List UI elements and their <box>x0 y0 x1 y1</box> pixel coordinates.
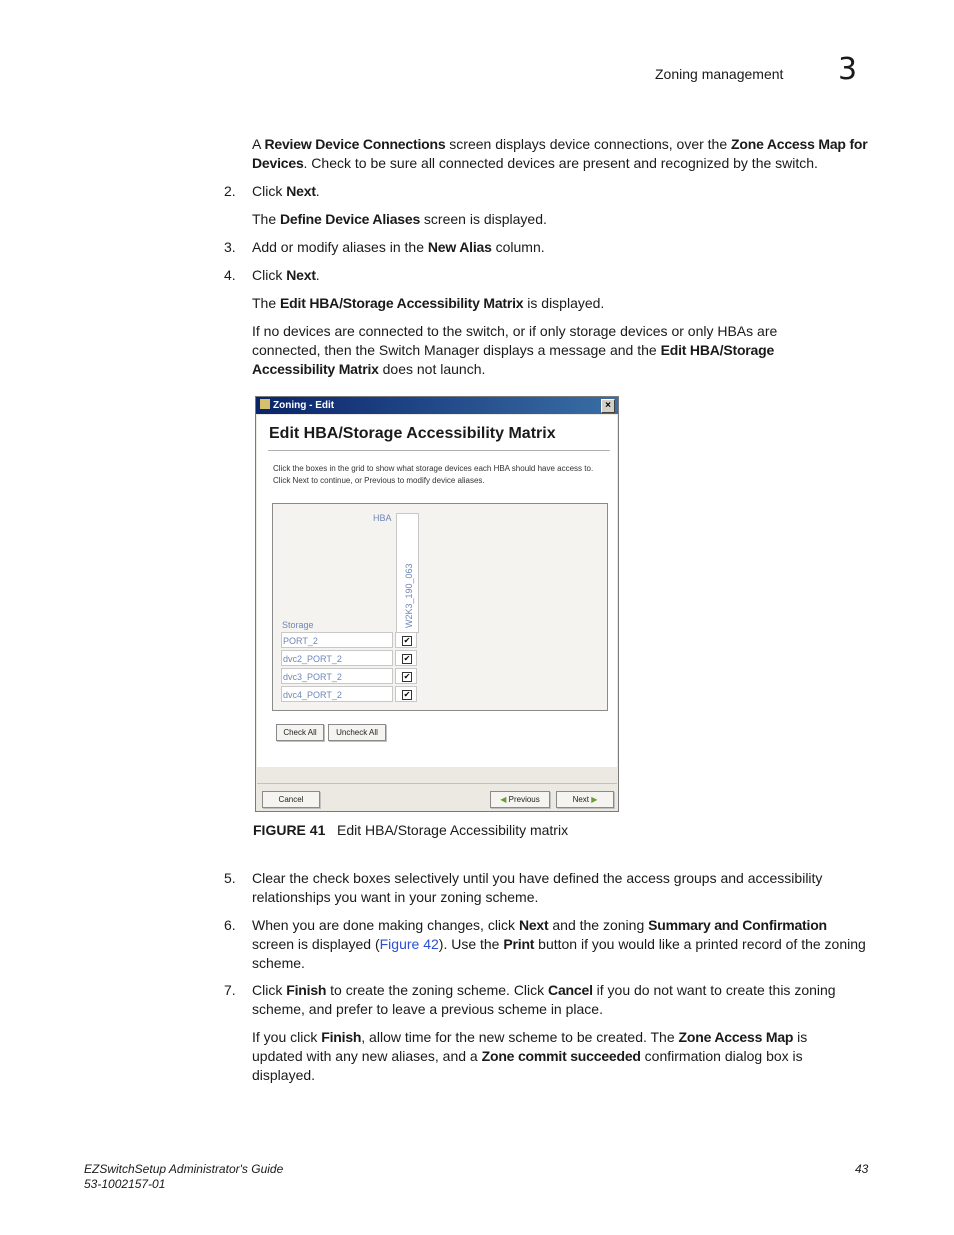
table-row <box>281 632 419 649</box>
dialog-heading: Edit HBA/Storage Accessibility Matrix <box>269 425 556 442</box>
step-2-number: 2. <box>224 183 236 199</box>
step-2-text: Click Next. <box>252 183 320 199</box>
footer-divider <box>257 783 617 784</box>
storage-name: dvc2_PORT_2 <box>281 650 393 666</box>
hba-label: HBA <box>373 513 392 523</box>
step-7-text: Click Finish to create the zoning scheme. Click Cancel if you do not want to create this zoning scheme, and prefer to leave a previous scheme in place. <box>252 982 836 1017</box>
step-2-result: The Define Device Aliases screen is displayed. <box>252 211 547 227</box>
document-number: 53-1002157-01 <box>84 1177 166 1191</box>
storage-name: dvc3_PORT_2 <box>281 668 393 684</box>
matrix-cell <box>395 686 417 702</box>
access-checkbox[interactable]: ✔ <box>403 636 411 645</box>
step-4-result: The Edit HBA/Storage Accessibility Matrix is displayed. <box>252 295 605 311</box>
previous-button[interactable] <box>490 791 550 808</box>
hba-name: W2K3_190_063 <box>403 563 414 628</box>
figure-42-link[interactable]: Figure 42 <box>379 936 439 952</box>
dialog-instructions: Click the boxes in the grid to show what storage devices each HBA should have access to. Click Next to continue, or Previous to modify device aliases. <box>273 464 594 485</box>
storage-name: PORT_2 <box>281 632 393 648</box>
dialog-content <box>257 415 617 767</box>
step-6-number: 6. <box>224 917 236 933</box>
accessibility-grid <box>272 503 608 711</box>
table-row <box>281 686 419 703</box>
next-label: Next <box>572 795 590 804</box>
check-all-button[interactable]: Check All <box>276 724 324 741</box>
matrix-cell <box>395 632 417 648</box>
step-3-text: Add or modify aliases in the New Alias column. <box>252 239 545 255</box>
step-5-text: Clear the check boxes selectively until you have defined the access groups and accessibility relationships you want in your zoning scheme. <box>252 870 823 905</box>
access-checkbox[interactable]: ✔ <box>403 690 411 699</box>
next-button[interactable] <box>556 791 614 808</box>
uncheck-all-button[interactable]: Uncheck All <box>328 724 386 741</box>
running-header: Zoning management <box>655 66 784 82</box>
table-row <box>281 668 419 685</box>
access-checkbox[interactable]: ✔ <box>403 654 411 663</box>
guide-title: EZSwitchSetup Administrator's Guide <box>84 1162 284 1176</box>
figure-label: FIGURE 41 <box>253 822 326 838</box>
arrow-right-icon: ▶ <box>591 795 598 804</box>
hba-column-header <box>396 513 419 633</box>
storage-name: dvc4_PORT_2 <box>281 686 393 702</box>
app-icon <box>260 399 270 409</box>
footer-left <box>84 1162 283 1192</box>
intro-paragraph: A Review Device Connections screen displays device connections, over the Zone Access Map for Devices. Check to be sure all connected devices are present and recognized by the switch. <box>252 136 868 171</box>
zoning-edit-dialog <box>255 396 619 812</box>
close-icon[interactable]: × <box>601 399 615 413</box>
step-7-number: 7. <box>224 982 236 998</box>
step-5-number: 5. <box>224 870 236 886</box>
matrix-cell <box>395 668 417 684</box>
matrix-cell <box>395 650 417 666</box>
step-3-number: 3. <box>224 239 236 255</box>
storage-label: Storage <box>282 620 314 630</box>
step-7-result: If you click Finish, allow time for the new scheme to be created. The Zone Access Map is updated with any new aliases, and a Zone commit succeeded confirmation dialog box is displayed. <box>252 1029 808 1083</box>
cancel-button[interactable]: Cancel <box>262 791 320 808</box>
dialog-title: Zoning - Edit <box>273 400 335 411</box>
access-checkbox[interactable]: ✔ <box>403 672 411 681</box>
dialog-titlebar <box>256 397 618 414</box>
page-number: 43 <box>855 1162 869 1176</box>
step-6-text: When you are done making changes, click Next and the zoning Summary and Confirmation screen is displayed (Figure 42). Use the Print button if you would like a printed record of the zoning scheme. <box>252 917 866 971</box>
step-4-number: 4. <box>224 267 236 283</box>
arrow-left-icon: ◀ <box>500 795 507 804</box>
chapter-number: 3 <box>838 52 858 87</box>
heading-divider <box>268 450 610 451</box>
figure-caption: Edit HBA/Storage Accessibility matrix <box>337 822 569 838</box>
previous-label: Previous <box>508 795 540 804</box>
note-paragraph: If no devices are connected to the switch, or if only storage devices or only HBAs are connected, then the Switch Manager displays a message and the Edit HBA/Storage Accessibility Matrix does not launch. <box>252 323 778 377</box>
table-row <box>281 650 419 667</box>
step-4-text: Click Next. <box>252 267 320 283</box>
